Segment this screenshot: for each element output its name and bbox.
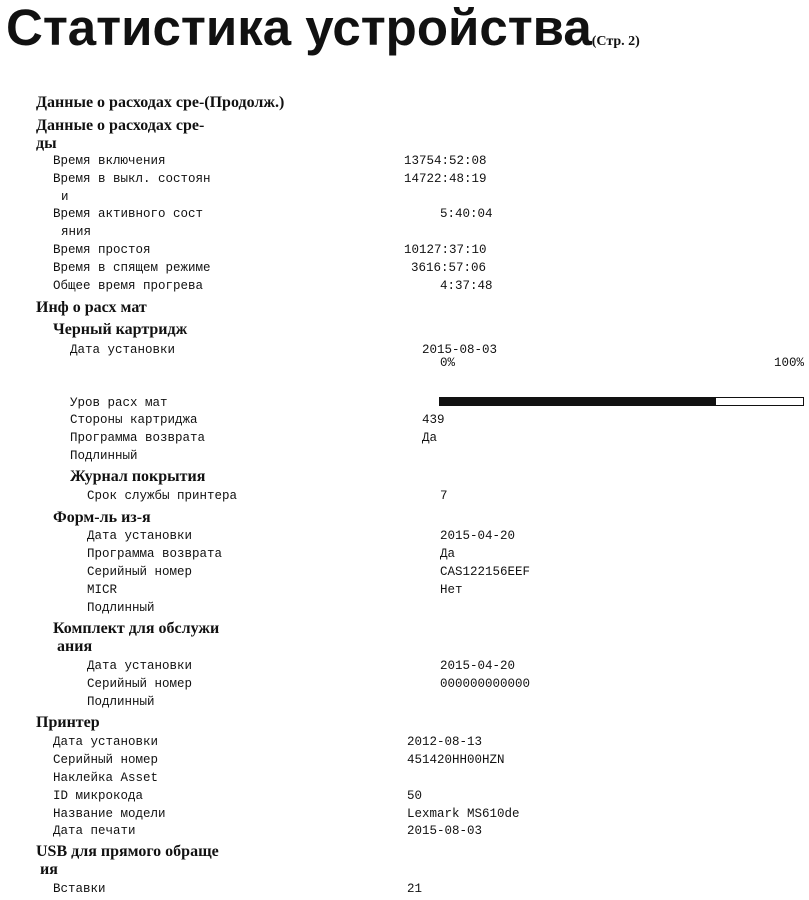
printer-label: Серийный номер [53, 753, 159, 767]
serial-label: Серийный номер [87, 565, 193, 579]
gauge-max-label: 100% [773, 356, 804, 370]
printer-label: Дата печати [53, 824, 136, 838]
env-value: 10127:37:10 [404, 243, 487, 257]
serial-value: CAS122156EEF [440, 565, 531, 579]
genuine-label: Подлинный [70, 449, 138, 463]
supply-level-bar [439, 397, 804, 406]
install-date-value: 2015-04-20 [440, 529, 516, 543]
env-label: Время в выкл. состоян [53, 172, 211, 186]
install-date-label: Дата установки [70, 343, 176, 357]
printer-value: 2012-08-13 [407, 735, 483, 749]
env-label: Время простоя [53, 243, 151, 257]
subheading-coverage: Журнал покрытия [70, 468, 206, 485]
env-value: 4:37:48 [440, 279, 493, 293]
install-date-value: 2015-08-03 [422, 343, 498, 357]
env-value: 14722:48:19 [404, 172, 487, 186]
cartridge-sides-label: Стороны картриджа [70, 413, 198, 427]
subheading-imaging-unit: Форм-ль из-я [53, 509, 151, 526]
return-program-value: Да [422, 431, 438, 445]
printer-value: 2015-08-03 [407, 824, 483, 838]
env-label: Общее время прогрева [53, 279, 204, 293]
cartridge-sides-value: 439 [422, 413, 445, 427]
env-value: 13754:52:08 [404, 154, 487, 168]
return-program-label: Программа возврата [87, 547, 223, 561]
subheading-black-cartridge: Черный картридж [53, 321, 188, 338]
env-label: Время активного сост [53, 207, 204, 221]
page-title [6, 0, 640, 57]
page-title-text: Статистика устройства [6, 0, 592, 56]
section-heading-usb: USB для прямого обраще [36, 843, 219, 860]
printer-label: Наклейка Asset [53, 771, 159, 785]
install-date-value: 2015-04-20 [440, 659, 516, 673]
printer-label: ID микрокода [53, 789, 144, 803]
genuine-label: Подлинный [87, 695, 155, 709]
install-date-label: Дата установки [87, 659, 193, 673]
env-value: 5:40:04 [440, 207, 493, 221]
serial-value: 000000000000 [440, 677, 531, 691]
return-program-label: Программа возврата [70, 431, 206, 445]
section-heading-env-continued: Данные о расходах сре-(Продолж.) [36, 94, 285, 111]
gauge-scale [440, 356, 804, 372]
page-number-note: (Стр. 2) [591, 34, 640, 49]
supply-level-fill [440, 398, 716, 405]
printer-life-label: Срок службы принтера [87, 489, 238, 503]
section-heading-supplies: Инф о расх мат [36, 299, 147, 316]
printer-label: Дата установки [53, 735, 159, 749]
subheading-maintenance-kit: Комплект для обслужи [53, 620, 220, 637]
section-heading-env-wrap: ды [36, 135, 57, 152]
printer-value: Lexmark MS610de [407, 807, 520, 821]
env-label-wrap: и [61, 190, 69, 204]
micr-value: Нет [440, 583, 463, 597]
printer-value: 451420HH00HZN [407, 753, 505, 767]
gauge-min-label: 0% [440, 356, 456, 370]
usb-inserts-label: Вставки [53, 882, 106, 896]
section-heading-env: Данные о расходах сре- [36, 117, 205, 134]
usb-inserts-value: 21 [407, 882, 423, 896]
supply-level-label: Уров расх мат [70, 396, 168, 410]
env-label-wrap: яния [61, 225, 92, 239]
printer-value: 50 [407, 789, 423, 803]
install-date-label: Дата установки [87, 529, 193, 543]
env-label: Время в спящем режиме [53, 261, 211, 275]
subheading-maintenance-kit-wrap: ания [57, 638, 93, 655]
genuine-label: Подлинный [87, 601, 155, 615]
section-heading-usb-wrap: ия [40, 861, 58, 878]
section-heading-printer: Принтер [36, 714, 100, 731]
serial-label: Серийный номер [87, 677, 193, 691]
printer-life-value: 7 [440, 489, 448, 503]
return-program-value: Да [440, 547, 456, 561]
env-label: Время включения [53, 154, 166, 168]
env-value: 3616:57:06 [411, 261, 487, 275]
micr-label: MICR [87, 583, 118, 597]
printer-label: Название модели [53, 807, 166, 821]
